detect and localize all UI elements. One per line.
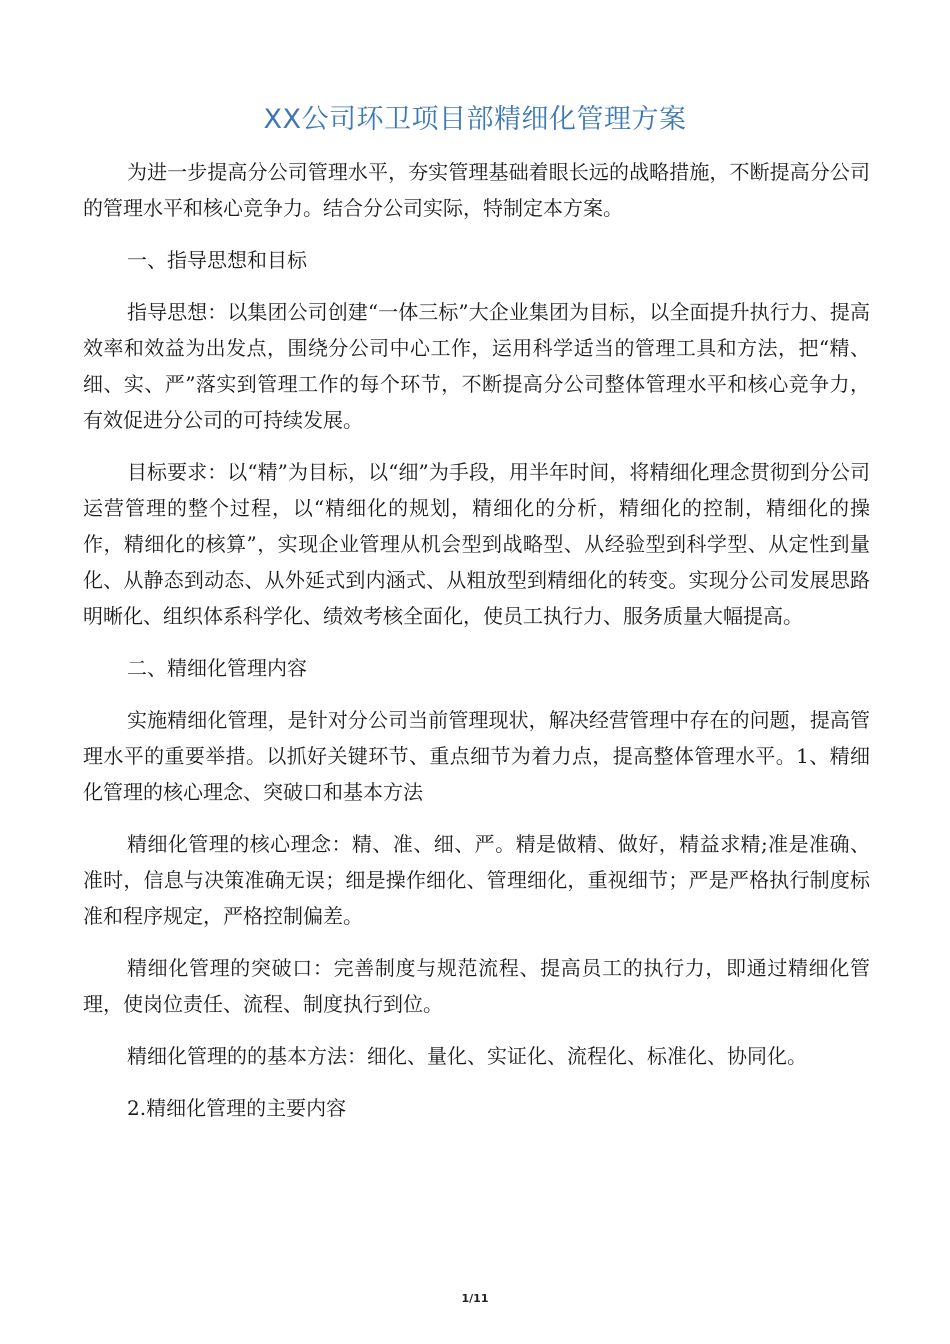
basic-methods-paragraph: 精细化管理的的基本方法：细化、量化、实证化、流程化、标准化、协同化。	[127, 1044, 807, 1068]
page-number: 1/11	[461, 1292, 489, 1305]
guiding-ideas-paragraph: 指导思想：以集团公司创建“一体三标”大企业集团为目标，以全面提升执行力、提高效率和效益为出发点，围绕分公司中心工作，运用科学适当的管理工具和方法，把“精、细、实、严”落实到管理工作的每个环节，不断提高分公司整体管理水平和核心竞争力，有效促进分公司的可持续发展。	[83, 300, 870, 432]
intro-paragraph: 为进一步提高分公司管理水平，夯实管理基础着眼长远的战略措施，不断提高分公司的管理水平和核心竞争力。结合分公司实际，特制定本方案。	[83, 160, 870, 220]
goal-requirements-paragraph: 目标要求：以“精”为目标，以“细”为手段，用半年时间，将精细化理念贯彻到分公司运营管理的整个过程，以“精细化的规划，精细化的分析，精细化的控制，精细化的操作，精细化的核算”，实现企业管理从机会型到战略型、从经验型到科学型、从定性到量化、从静态到动态、从外延式到内涵式、从粗放型到精细化的转变。实现分公司发展思路明晰化、组织体系科学化、绩效考核全面化，使员工执行力、服务质量大幅提高。	[83, 460, 870, 628]
document-title: XX公司环卫项目部精细化管理方案	[263, 104, 687, 135]
section-heading-guiding-ideas: 一、指导思想和目标	[127, 248, 307, 272]
implementation-paragraph: 实施精细化管理，是针对分公司当前管理现状，解决经营管理中存在的问题，提高管理水平的重要举措。以抓好关键环节、重点细节为着力点，提高整体管理水平。1、精细化管理的核心理念、突破口和基本方法	[83, 708, 870, 804]
section-heading-management-content: 二、精细化管理内容	[127, 656, 307, 680]
subsection-heading-main-content: 2.精细化管理的主要内容	[127, 1096, 347, 1120]
breakthrough-paragraph: 精细化管理的突破口：完善制度与规范流程、提高员工的执行力，即通过精细化管理，使岗位责任、流程、制度执行到位。	[83, 956, 870, 1016]
document-body	[83, 154, 870, 1142]
core-concept-paragraph: 精细化管理的核心理念：精、准、细、严。精是做精、做好，精益求精;准是准确、准时，信息与决策准确无误；细是操作细化、管理细化，重视细节；严是严格执行制度标准和程序规定，严格控制偏差。	[83, 832, 870, 928]
